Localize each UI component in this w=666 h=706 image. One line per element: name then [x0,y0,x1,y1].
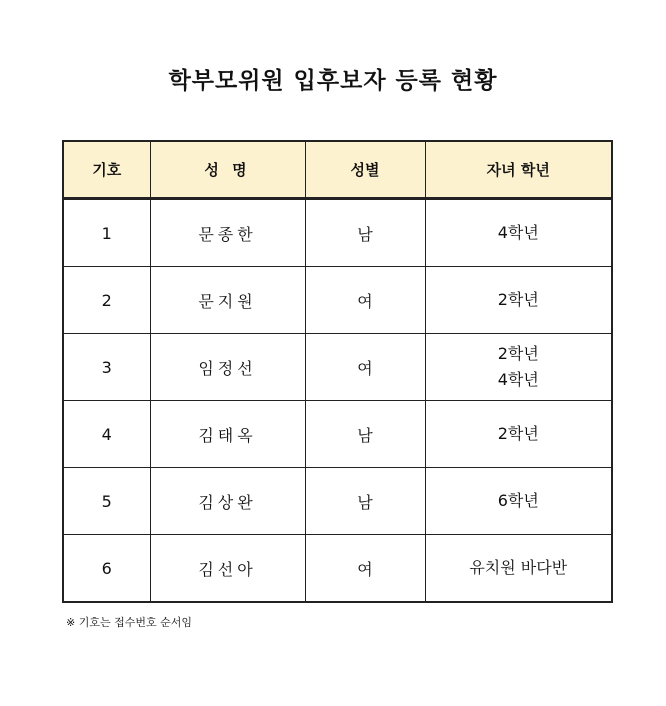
cell-gender: 여 [305,334,425,401]
grade-line: 2학년 [497,424,539,443]
cell-name: 임정선 [150,334,305,401]
table-row [63,535,612,603]
cell-gender: 남 [305,401,425,468]
grade-line: 2학년 [497,344,539,363]
cell-number: 4 [63,401,150,468]
cell-gender: 남 [305,199,425,267]
cell-gender: 여 [305,267,425,334]
table-header-row [63,141,612,199]
grade-line: 유치원 바다반 [469,558,568,577]
cell-name: 문지원 [150,267,305,334]
cell-number: 1 [63,199,150,267]
footnote: ※ 기호는 접수번호 순서임 [66,616,192,629]
candidates-table [62,140,613,603]
header-grade: 자녀 학년 [425,141,612,199]
cell-name: 김상완 [150,468,305,535]
header-name: 성 명 [150,141,305,199]
table-row [63,199,612,267]
cell-grade [425,267,612,334]
cell-number: 3 [63,334,150,401]
header-gender: 성별 [305,141,425,199]
grade-line: 2학년 [497,290,539,309]
header-number: 기호 [63,141,150,199]
table-row [63,468,612,535]
cell-grade [425,401,612,468]
cell-number: 5 [63,468,150,535]
cell-gender: 남 [305,468,425,535]
table-row [63,334,612,401]
grade-line: 4학년 [497,370,539,389]
cell-grade [425,199,612,267]
table-row [63,267,612,334]
table-row [63,401,612,468]
page-title: 학부모위원 입후보자 등록 현황 [168,68,498,94]
grade-line: 6학년 [497,491,539,510]
cell-grade [425,468,612,535]
cell-name: 김선아 [150,535,305,603]
cell-grade [425,535,612,603]
grade-line: 4학년 [497,223,539,242]
cell-number: 6 [63,535,150,603]
cell-number: 2 [63,267,150,334]
cell-name: 김태옥 [150,401,305,468]
cell-name: 문종한 [150,199,305,267]
cell-gender: 여 [305,535,425,603]
cell-grade [425,334,612,401]
